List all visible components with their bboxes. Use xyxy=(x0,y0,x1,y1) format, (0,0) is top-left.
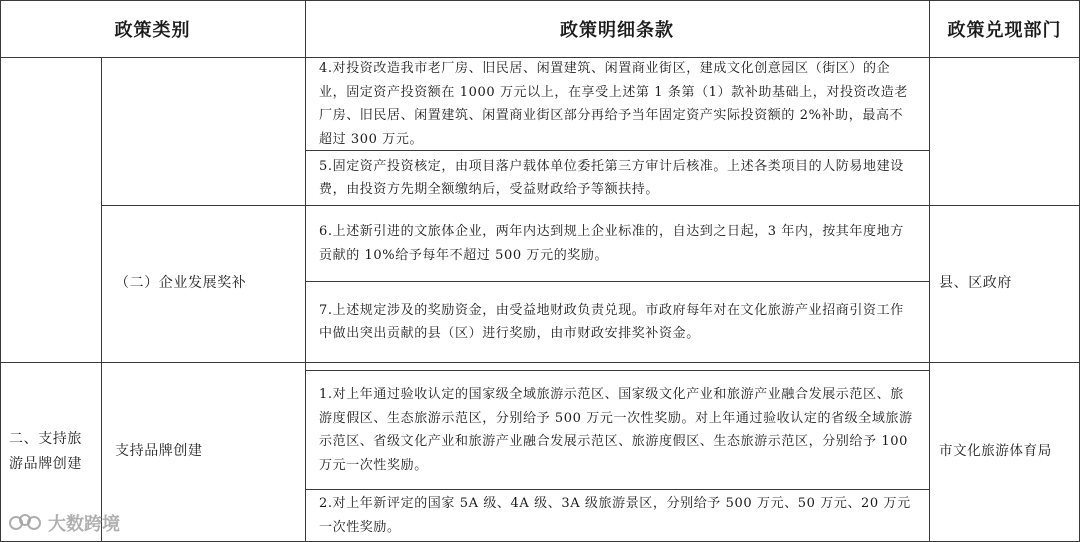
header-policy-details: 政策明细条款 xyxy=(560,19,674,41)
header-policy-department: 政策兑现部门 xyxy=(947,19,1062,41)
category-section-two: 二、支持旅游品牌创建 xyxy=(9,431,82,472)
policy-clause-brand-2: 2.对上年新评定的国家 5A 级、4A 级、3A 级旅游景区，分别给予 500 万元、50 万元、20 万元一次性奖励。 xyxy=(319,496,911,535)
header-policy-category: 政策类别 xyxy=(114,19,191,41)
policy-clause-5: 5.固定资产投资核定，由项目落户载体单位委托第三方审计后核准。上述各类项目的人防易地建设费，由投资方先期全额缴纳后，受益财政给予等额扶持。 xyxy=(319,158,904,197)
category-enterprise-award: （二）企业发展奖补 xyxy=(115,275,247,292)
watermark-text: 大数跨境 xyxy=(48,514,120,535)
department-city-bureau: 市文化旅游体育局 xyxy=(939,443,1052,460)
department-county-gov: 县、区政府 xyxy=(939,275,1012,292)
category-brand-building: 支持品牌创建 xyxy=(115,443,203,460)
policy-clause-4: 4.对投资改造我市老厂房、旧民居、闲置建筑、闲置商业街区，建成文化创意园区（街区）的企业，固定资产投资额在 1000 万元以上，在享受上述第 1 条第（1）款补助基础上，对投资改造老厂房、旧民居、闲置建筑、闲置商业街区部分再给予当年固定资产实际投资额的 2%补助，最高不超过 300 万元。 xyxy=(319,61,908,147)
policy-clause-brand-1: 1.对上年通过验收认定的国家级全域旅游示范区、国家级文化产业和旅游产业融合发展示范区、旅游度假区、生态旅游示范区，分别给予 500 万元一次性奖励。对上年通过验收认定的省级全域旅游示范区、省级文化产业和旅游产业融合发展示范区、旅游度假区、生态旅游示范区，分别给予 100 万元一次性奖励。 xyxy=(319,387,913,473)
policy-clause-7: 7.上述规定涉及的奖励资金，由受益地财政负责兑现。市政府每年对在文化旅游产业招商引资工作中做出突出贡献的县（区）进行奖励，由市财政安排奖补资金。 xyxy=(319,302,904,341)
watermark-logo-icon xyxy=(8,512,42,534)
policy-clause-6: 6.上述新引进的文旅体企业，两年内达到规上企业标准的，自达到之日起，3 年内，按其年度地方贡献的 10%给予每年不超过 500 万元的奖励。 xyxy=(319,224,904,263)
watermark xyxy=(8,510,120,536)
